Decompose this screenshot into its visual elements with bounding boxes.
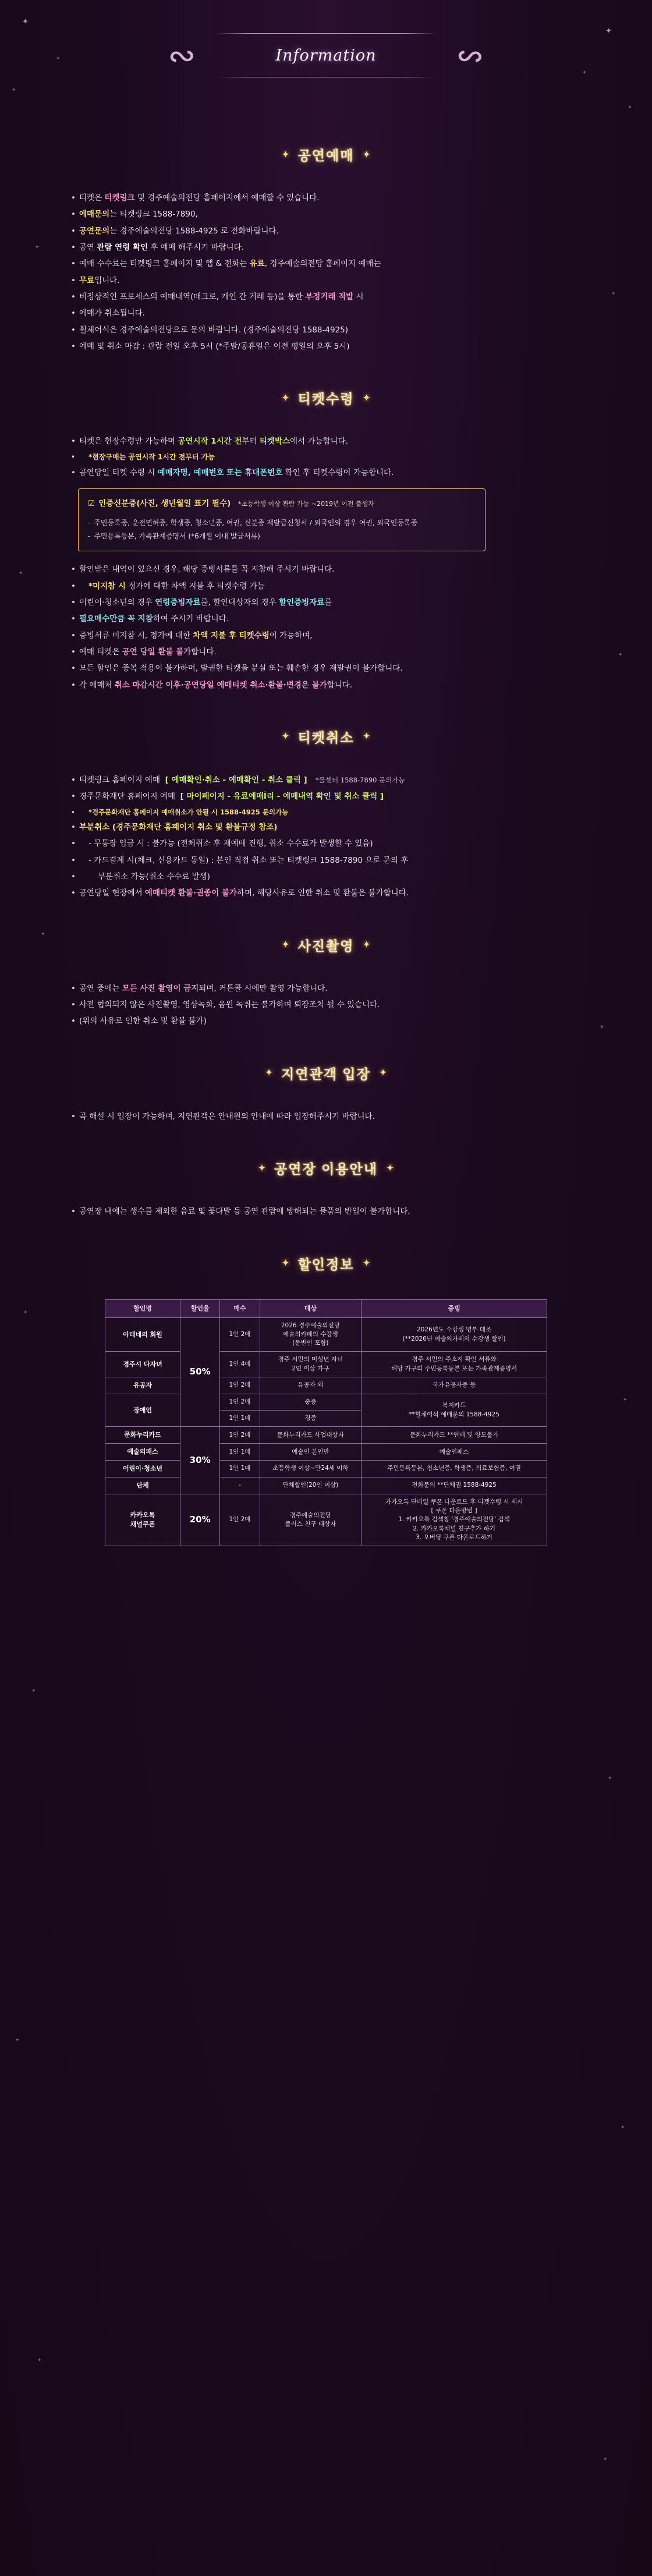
section-discount	[0, 1243, 652, 1546]
id-box-heading	[88, 496, 476, 511]
cell-proof: 문화누리카드 **연매 및 양도불가	[362, 1427, 547, 1444]
cell-ticket-count: -	[220, 1477, 260, 1494]
list-item: • 예매 및 취소 마감 : 관람 전일 오후 5시 (*주말/공휴일은 이전 평일의 오후 5시)	[70, 339, 582, 354]
section-body	[70, 1204, 582, 1219]
cell-ticket-count: 1인 1매	[220, 1411, 260, 1427]
list-item-sub: • - 무통장 입금 시 : 불가능 (전체취소 후 재예매 진행, 취소 수수료가 발생할 수 있음)	[70, 836, 582, 851]
bullet-list	[70, 434, 582, 480]
section-header-venue-guide	[0, 1147, 652, 1189]
discount-table-wrap	[105, 1299, 547, 1546]
page-footer-space	[0, 1557, 652, 1580]
cell-discount-rate: 30%	[180, 1427, 220, 1494]
cell-target: 경증	[260, 1411, 362, 1427]
bullet-list-2	[70, 562, 582, 693]
section-body	[70, 1109, 582, 1124]
check-icon: ☑	[88, 499, 95, 509]
list-item: • 공연당일 티켓 수령 시 예매자명, 예매번호 또는 휴대폰번호 확인 후 티켓수령이 가능합니다.	[70, 465, 582, 480]
header-ornament-frame	[163, 20, 489, 90]
list-item: • 공연장 내에는 생수를 제외한 음료 및 꽃다발 등 공연 관람에 방해되는 물품의 반입이 불가합니다.	[70, 1204, 582, 1219]
cell-ticket-count: 1인 1매	[220, 1461, 260, 1477]
cell-target: 경주 시민의 미성년 자녀 2인 이상 가구	[260, 1352, 362, 1377]
list-item-cont: • 필요매수만큼 꼭 지참하여 주시기 바랍니다.	[70, 611, 582, 626]
sparkle-right-icon: ✦	[362, 731, 371, 743]
list-item: • 공연문의는 경주예술의전당 1588-4925 로 전화바랍니다.	[70, 224, 582, 239]
cell-discount-name: 유공자	[105, 1377, 180, 1394]
cell-target: 2026 경주예술의전당 예술의카페의 수강생 (동반인 포함)	[260, 1317, 362, 1352]
cell-discount-name: 문화누리카드	[105, 1427, 180, 1444]
section-body	[70, 190, 582, 354]
cell-ticket-count: 1인 2매	[220, 1317, 260, 1352]
section-header-latecomer	[0, 1053, 652, 1094]
section-photo	[0, 924, 652, 1029]
swirl-ornament-left-icon: ∾	[168, 36, 196, 75]
list-item: • 증빙서류 미지참 시, 정가에 대한 차액 지불 후 티켓수령이 가능하며,	[70, 628, 582, 643]
cell-ticket-count: 1인 2매	[220, 1494, 260, 1546]
cell-target: 단체할인(20인 이상)	[260, 1477, 362, 1494]
section-header-ticket-pickup	[0, 377, 652, 419]
table-row	[105, 1494, 547, 1546]
section-header-photo	[0, 924, 652, 966]
sparkle-right-icon: ✦	[378, 1067, 388, 1079]
cell-target: 경주예술의전당 플러스 친구 대상자	[260, 1494, 362, 1546]
section-title: 티켓수령	[297, 391, 355, 407]
cell-discount-name: 아테네의 회원	[105, 1317, 180, 1352]
section-title: 공연예매	[297, 148, 355, 164]
table-row	[105, 1461, 547, 1477]
section-body	[70, 773, 582, 901]
table-row	[105, 1477, 547, 1494]
sparkle-left-icon: ✦	[281, 1257, 290, 1270]
cell-target: 유공자 외	[260, 1377, 362, 1394]
bullet-list	[70, 1109, 582, 1124]
cell-discount-name: 장애인	[105, 1394, 180, 1426]
table-row	[105, 1427, 547, 1444]
sparkle-left-icon: ✦	[281, 939, 290, 951]
cell-target: 중증	[260, 1394, 362, 1410]
cell-ticket-count: 1인 1매	[220, 1444, 260, 1461]
discount-table	[105, 1299, 547, 1546]
cell-discount-rate: 20%	[180, 1494, 220, 1546]
table-row	[105, 1352, 547, 1377]
bullet-list	[70, 773, 582, 901]
sparkle-right-icon: ✦	[362, 1257, 371, 1270]
cell-target: 문화누리카드 사업대상자	[260, 1427, 362, 1444]
list-item: • 휠체어석은 경주예술의전당으로 문의 바랍니다. (경주예술의전당 1588-4925)	[70, 323, 582, 338]
section-header-ticket-cancel	[0, 716, 652, 757]
swirl-ornament-right-icon: ∾	[456, 36, 484, 75]
cell-target: 초등학생 이상~만24세 이하	[260, 1461, 362, 1477]
list-item: • 어린이·청소년의 경우 연령증빙자료를, 할인대상자의 경우 할인증빙자료를	[70, 595, 582, 610]
cell-discount-name: 예술의패스	[105, 1444, 180, 1461]
page-header	[0, 0, 652, 111]
table-row	[105, 1444, 547, 1461]
sparkle-left-icon: ✦	[281, 148, 290, 161]
section-header-discount	[0, 1243, 652, 1284]
sparkle-left-icon: ✦	[281, 731, 290, 743]
section-title: 티켓취소	[297, 729, 355, 745]
list-item-sub: • - 카드결제 시(체크, 신용카드 동일) : 본인 직접 취소 또는 티켓링크 1588-7890 으로 문의 후	[70, 853, 582, 868]
list-item: • 공연당일 현장에서 예매티켓 환불·권종이 불가하며, 해당사유로 인한 취소 및 환불은 불가합니다.	[70, 885, 582, 901]
sparkle-right-icon: ✦	[362, 939, 371, 951]
decorative-star-field: ✦ ✦ ✦ ✦ ✦ ✦ ✦ ✦ ✦ ✦ ✦ ✦ ✦ ✦ ✦ ✦ ✦ ✦ ✦ ✦	[12, 17, 632, 2462]
col-header-target: 대상	[260, 1299, 362, 1317]
sparkle-right-icon: ✦	[362, 392, 371, 404]
col-header-name: 할인명	[105, 1299, 180, 1317]
list-item: • 각 예매처 취소 마감시간 이후·공연당일 예매티켓 취소·환불·변경은 불가합니다.	[70, 678, 582, 693]
table-header-row	[105, 1299, 547, 1317]
bullet-list	[70, 190, 582, 354]
list-item: • 티켓은 현장수령만 가능하며 공연시작 1시간 전부터 티켓박스에서 가능합니다.	[70, 434, 582, 449]
list-item-cont: • 무료입니다.	[70, 273, 582, 288]
id-box-note: *초등학생 이상 관람 가능 ~2019년 이전 출생자	[238, 500, 374, 508]
section-title: 지연관객 입장	[281, 1066, 371, 1082]
id-box-title: 인증신분증(사진, 생년월일 표기 필수)	[98, 499, 231, 509]
cell-proof: 경주 시민의 주소지 확인 서류와 해당 가구의 주민등록등본 또는 가족관계증명서	[362, 1352, 547, 1377]
col-header-proof: 증빙	[362, 1299, 547, 1317]
list-item-note: *콜센터 1588-7890 문의가능	[316, 776, 405, 785]
list-item-note: • *경주문화재단 홈페이지 예매취소가 안될 시 1588-4925 문의가능	[70, 806, 582, 818]
list-item-note: • *현장구매는 공연시작 1시간 전부터 가능	[70, 451, 582, 464]
cell-discount-name: 카카오톡 채널쿠폰	[105, 1494, 180, 1546]
list-item: • 모든 할인은 중복 적용이 불가하며, 발권한 티켓을 분실 또는 훼손한 경우 재발권이 불가합니다.	[70, 661, 582, 676]
section-body	[70, 434, 582, 692]
cell-proof: 카카오톡 단비일 쿠폰 다운로드 후 티켓수령 시 제시 [ 쿠폰 다운방법 ] 1. 카카오톡 검색창 '경주예술의전당' 검색 2. 카카오톡채널 친구추가 하기 3. 오버딩 쿠폰 다운로드하기	[362, 1494, 547, 1546]
section-title: 사진촬영	[297, 938, 355, 954]
list-item-cont: • 예매가 취소됩니다.	[70, 306, 582, 321]
cell-ticket-count: 1인 2매	[220, 1427, 260, 1444]
list-item: • 부분취소 (경주문화재단 홈페이지 취소 및 환불규정 참조)	[70, 820, 582, 835]
cell-discount-rate: 50%	[180, 1317, 220, 1426]
cell-ticket-count: 1인 2매	[220, 1377, 260, 1394]
cell-discount-name: 단체	[105, 1477, 180, 1494]
section-venue-guide	[0, 1147, 652, 1219]
cell-discount-name: 어린이·청소년	[105, 1461, 180, 1477]
table-row	[105, 1317, 547, 1352]
cell-proof: 주민등록등본, 청소년증, 학생증, 의료보험증, 여권	[362, 1461, 547, 1477]
list-item: • 할인받은 내역이 있으신 경우, 해당 증빙서류를 꼭 지참해 주시기 바랍니다.	[70, 562, 582, 577]
sparkle-left-icon: ✦	[264, 1067, 274, 1079]
list-item-note: • *미지참 시 정가에 대한 차액 지불 후 티켓수령 가능	[70, 579, 582, 594]
cell-proof: 복지카드 **힐체어석 예매문의 1588-4925	[362, 1394, 547, 1426]
cell-proof: 전화문의 **단체권 1588-4925	[362, 1477, 547, 1494]
list-item: - 주민등록등본, 가족관계증명서 (*6개월 이내 발급서류)	[88, 530, 476, 543]
list-item: • 예매 수수료는 티켓링크 홈페이지 및 앱 & 전화는 유료, 경주예술의전당 홈페이지 예매는	[70, 256, 582, 271]
cell-ticket-count: 1인 2매	[220, 1394, 260, 1410]
section-title: 할인정보	[297, 1256, 355, 1272]
cell-ticket-count: 1인 4매	[220, 1352, 260, 1377]
section-latecomer	[0, 1053, 652, 1124]
sparkle-left-icon: ✦	[281, 392, 290, 404]
bullet-list	[70, 981, 582, 1029]
list-item: • 공연 중에는 모든 사진 촬영이 금지되며, 커튼콜 시에만 촬영 가능합니다.	[70, 981, 582, 996]
page-title: Information	[275, 46, 377, 65]
information-page	[0, 134, 652, 1615]
id-box-list	[88, 516, 476, 543]
cell-proof: 2026년도 수강생 명부 대조 (**2026년 예술의카페의 수강생 할인)	[362, 1317, 547, 1352]
cell-proof: 국가유공자증 등	[362, 1377, 547, 1394]
section-ticket-cancel	[0, 716, 652, 901]
list-item: • 곡 해설 시 입장이 가능하며, 지연관객은 안내원의 안내에 따라 입장해주시기 바랍니다.	[70, 1109, 582, 1124]
discount-table-body	[105, 1317, 547, 1546]
list-item: • 예매문의는 티켓링크 1588-7890,	[70, 207, 582, 222]
section-header-ticket-reserve	[0, 134, 652, 175]
table-row	[105, 1394, 547, 1410]
list-item: • 사전 협의되지 않은 사진촬영, 영상녹화, 음원 녹취는 불가하며 퇴장조치 될 수 있습니다.	[70, 997, 582, 1012]
bullet-list	[70, 1204, 582, 1219]
col-header-count: 매수	[220, 1299, 260, 1317]
sparkle-left-icon: ✦	[257, 1162, 267, 1174]
list-item: • 티켓은 티켓링크 및 경주예술의전당 홈페이지에서 예매할 수 있습니다.	[70, 190, 582, 205]
id-verification-box	[78, 488, 486, 551]
list-item: • 공연 관람 연령 확인 후 예매 해주시기 바랍니다.	[70, 240, 582, 255]
cell-discount-name: 경주시 다자녀	[105, 1352, 180, 1377]
list-item-cont: • (위의 사유로 인한 취소 및 환불 불가)	[70, 1014, 582, 1029]
section-ticket-pickup	[0, 377, 652, 693]
col-header-rate: 할인율	[180, 1299, 220, 1317]
header-rule-top	[215, 33, 437, 34]
section-title: 공연장 이용안내	[274, 1161, 378, 1177]
list-item: • 경주문화재단 홈페이지 예매 [ 마이페이지 - 유료예매İ리 - 예매내역 확인 및 취소 클릭 ]	[70, 789, 582, 804]
sparkle-right-icon: ✦	[362, 148, 371, 161]
discount-table-head	[105, 1299, 547, 1317]
table-row	[105, 1377, 547, 1394]
list-item: - 주민등록증, 운전면허증, 학생증, 청소년증, 여권, 신분증 재발급신청서 / 외국인의 경우 여권, 외국인등록증	[88, 516, 476, 530]
cell-target: 예술인 본인만	[260, 1444, 362, 1461]
cell-proof: 예술인패스	[362, 1444, 547, 1461]
sparkle-right-icon: ✦	[385, 1162, 395, 1174]
list-item: • 비정상적인 프로세스의 예매내역(매크로, 개인 간 거래 등)을 통한 부정거래 적발 시	[70, 289, 582, 304]
list-item-sub: • 부분취소 가능(취소 수수료 발생)	[70, 869, 582, 884]
section-ticket-reserve	[0, 134, 652, 354]
section-body	[70, 981, 582, 1029]
list-item-cont: • 예매 티켓은 공연 당일 환불 불가합니다.	[70, 644, 582, 660]
list-item: • 티켓링크 홈페이지 예매 [ 예매확인·취소 - 예매확인 - 취소 클릭 ] *콜센터 1588-7890 문의가능	[70, 773, 582, 788]
